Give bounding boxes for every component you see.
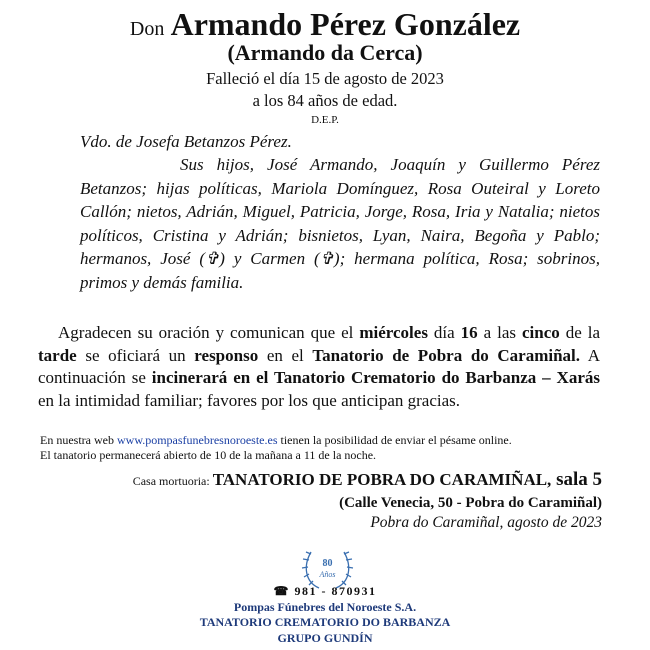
ceremony-text: se oficiará un	[76, 345, 195, 365]
mortuary-room: sala 5	[551, 469, 602, 490]
ceremony-day: miércoles	[359, 323, 428, 342]
cross-icon: ✞	[205, 249, 220, 268]
badge-number: 80	[322, 558, 333, 569]
ceremony-paragraph	[38, 322, 600, 412]
crematorium-name: TANATORIO CREMATORIO DO BARBANZA	[199, 615, 451, 629]
ceremony-period: tarde	[38, 345, 77, 365]
ceremony-text: A continuación se	[38, 345, 600, 387]
ceremony-text: de la	[559, 323, 600, 342]
phone-number: 981 - 870931	[294, 584, 377, 598]
mortuary-address: (Calle Venecia, 50 - Pobra do Caramiñal)	[339, 495, 602, 511]
relatives-paragraph	[80, 153, 600, 294]
dep-label: D.E.P.	[311, 114, 339, 126]
group-name: GRUPO GUNDÍN	[277, 631, 373, 645]
relatives-text-1: Sus hijos, José Armando, Joaquín y Guillermo Pérez Betanzos; hijas políticas, Mariola Domínguez, Rosa Outeiral y Loreto Callón; nietos, Adrián, Miguel, Patricia, Jorge, Rosa, Iria y Natalia; nietos políticos, Cristina y Adrián; bisnietos, Lyan, Naira, Begoña y Pablo; hermanos, José (	[80, 155, 600, 268]
ceremony-hour: cinco	[521, 323, 560, 342]
death-date: Falleció el día 15 de agosto de 2023	[206, 69, 444, 88]
deceased-nickname: (Armando da Cerca)	[227, 40, 423, 65]
ceremony-text: Agradecen su oración y comunican que el	[58, 323, 360, 342]
mortuary-name: TANATORIO DE POBRA DO CARAMIÑAL,	[212, 470, 552, 489]
age-at-death: a los 84 años de edad.	[252, 91, 398, 110]
relatives-text-3: ); hermana política, Rosa; sobrinos, primos y demás familia.	[80, 249, 600, 292]
ceremony-type: responso	[194, 345, 259, 365]
web-note-text: En nuestra web	[40, 433, 117, 447]
ceremony-text: en el	[258, 345, 313, 365]
cross-icon: ✞	[319, 249, 334, 268]
opening-hours-note: El tanatorio permanecerá abierto de 10 de la mañana a 11 de la noche.	[40, 448, 377, 462]
mortuary-line	[133, 468, 602, 493]
phone-line	[0, 583, 650, 599]
ceremony-text: en la intimidad familiar; favores por los que anticipan gracias.	[38, 390, 461, 410]
relatives-text-2: ) y Carmen (	[219, 249, 320, 268]
place-date-signature: Pobra do Caramiñal, agosto de 2023	[370, 514, 602, 531]
web-note	[40, 433, 512, 448]
ceremony-text: día	[427, 323, 461, 342]
web-note-text: tienen la posibilidad de enviar el pésame online.	[277, 433, 512, 447]
deceased-name: Armando Pérez González	[170, 6, 521, 42]
ceremony-text: a las	[477, 323, 522, 342]
widow-line: Vdo. de Josefa Betanzos Pérez.	[80, 132, 292, 151]
company-name: Pompas Fúnebres del Noroeste S.A.	[233, 600, 417, 614]
website-link[interactable]: www.pompasfunebresnoroeste.es	[116, 433, 278, 447]
ceremony-place: Tanatorio de Pobra do Caramiñal.	[312, 345, 581, 365]
cremation-place: incinerará en el Tanatorio Crematorio do Barbanza – Xarás	[151, 368, 600, 387]
badge-word: Años	[319, 570, 336, 579]
name-prefix: Don	[129, 18, 165, 40]
mortuary-label: Casa mortuoria:	[132, 474, 213, 488]
phone-icon: ☎	[273, 584, 290, 598]
ceremony-date: 16	[460, 323, 478, 342]
